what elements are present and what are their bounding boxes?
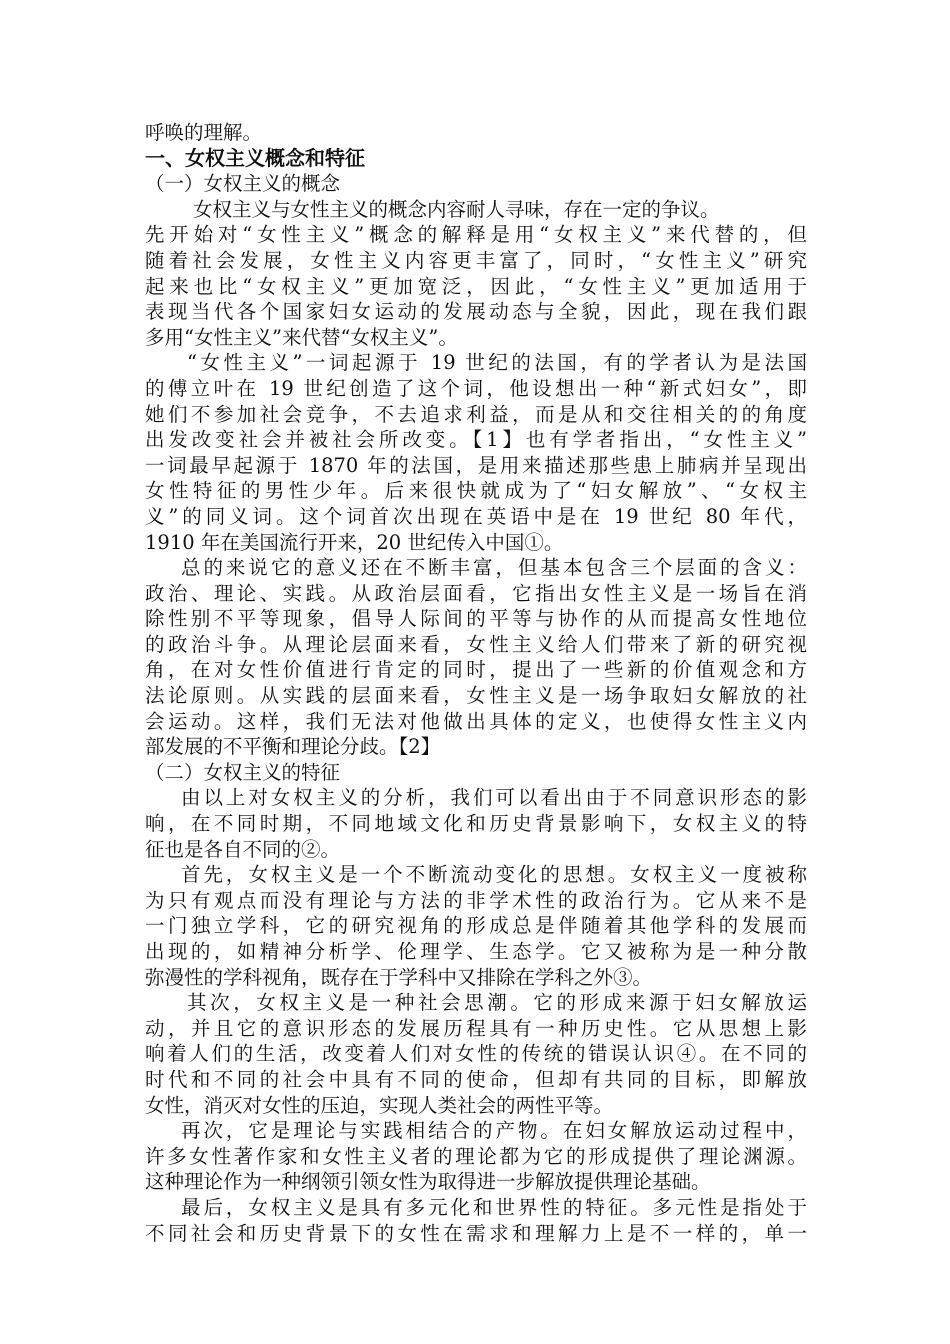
subsection-heading: （二）女权主义的特征 [145,760,341,784]
text-line: 出发改变社会并被社会所改变。【1】也有学者指出，“女性主义” [145,428,807,452]
text-line: 的政治斗争。从理论层面来看，女性主义给人们带来了新的研究视 [145,632,807,656]
text-line: 最后，女权主义是具有多元化和世界性的特征。多元性是指处于 [181,1195,807,1219]
text-line: 角，在对女性价值进行肯定的同时，提出了一些新的价值观念和方 [145,658,807,682]
text-line: 女权主义与女性主义的概念内容耐人寻味，存在一定的争议。 [193,197,720,221]
text-line: 部发展的不平衡和理论分歧。【2】 [145,735,441,759]
text-line: 征也是各自不同的②。 [145,837,341,861]
text-line: “女性主义”一词起源于 19 世纪的法国，有的学者认为是法国 [187,351,807,375]
text-line: 总的来说它的意义还在不断丰富，但基本包含三个层面的含义： [181,556,807,580]
text-line: 女性特征的男性少年。后来很快就成为了“妇女解放”、“女权主 [145,479,807,503]
text-line: 除性别不平等现象，倡导人际间的平等与协作的从而提高女性地位 [145,607,807,631]
text-line: 弥漫性的学科视角，既存在于学科中又排除在学科之外③。 [145,965,653,989]
text-line: 政治、理论、实践。从政治层面看，它指出女性主义是一场旨在消 [145,581,807,605]
text-line: 这种理论作为一种纲领引领女性为取得进一步解放提供理论基础。 [145,1170,711,1194]
text-line: 女性，消灭对女性的压迫，实现人类社会的两性平等。 [145,1093,614,1117]
text-line: 义”的同义词。这个词首次出现在英语中是在 19 世纪 80 年代， [145,504,807,528]
text-line: 表现当代各个国家妇女运动的发展动态与全貌，因此，现在我们跟 [145,300,807,324]
text-line: 时代和不同的社会中具有不同的使命，但却有共同的目标，即解放 [145,1067,807,1091]
text-line: 1910 年在美国流行开来，20 世纪传入中国①。 [145,530,564,554]
section-heading: 一、女权主义概念和特征 [145,145,365,170]
text-line: 随着社会发展，女性主义内容更丰富了，同时，“女性主义”研究 [145,248,807,272]
text-line: 一门独立学科，它的研究视角的形成总是伴随着其他学科的发展而 [145,914,807,938]
text-line: 响着人们的生活，改变着人们对女性的传统的错误认识④。在不同的 [145,1042,807,1066]
text-line: 先开始对“女性主义”概念的解释是用“女权主义”来代替的，但 [145,223,807,247]
subsection-heading: （一）女权主义的概念 [145,172,341,196]
text-line: 出现的，如精神分析学、伦理学、生态学。它又被称为是一种分散 [145,940,807,963]
text-line: 不同社会和历史背景下的女性在需求和理解力上是不一样的，单一 [145,1221,807,1245]
text-line: 一词最早起源于 1870 年的法国，是用来描述那些患上肺病并呈现出 [145,453,807,477]
text-line: 她们不参加社会竞争，不去追求利益，而是从和交往相关的的角度 [145,402,807,426]
text-line: 多用“女性主义”来代替“女权主义”。 [145,325,458,349]
text-line: 响，在不同时期，不同地域文化和历史背景影响下，女权主义的特 [145,812,807,836]
text-line: 呼唤的理解。 [145,121,263,144]
text-line: 其次，女权主义是一种社会思潮。它的形成来源于妇女解放运 [187,991,807,1015]
text-line: 为只有观点而没有理论与方法的非学术性的政治行为。它从来不是 [145,888,807,912]
text-line: 动，并且它的意识形态的发展历程具有一种历史性。它从思想上影 [145,1016,807,1040]
text-line: 首先，女权主义是一个不断流动变化的思想。女权主义一度被称 [181,863,807,887]
document-page [145,120,807,1246]
text-line: 再次，它是理论与实践相结合的产物。在妇女解放运动过程中， [181,1119,807,1143]
text-line: 的傅立叶在 19 世纪创造了这个词，他设想出一种“新式妇女”，即 [145,376,807,400]
text-line: 由以上对女权主义的分析，我们可以看出由于不同意识形态的影 [181,786,807,810]
text-line: 会运动。这样，我们无法对他做出具体的定义，也使得女性主义内 [145,709,807,733]
text-line: 起来也比“女权主义”更加宽泛，因此，“女性主义”更加适用于 [145,274,807,298]
text-line: 许多女性著作家和女性主义者的理论都为它的形成提供了理论渊源。 [145,1144,807,1168]
text-line: 法论原则。从实践的层面来看，女性主义是一场争取妇女解放的社 [145,684,807,708]
